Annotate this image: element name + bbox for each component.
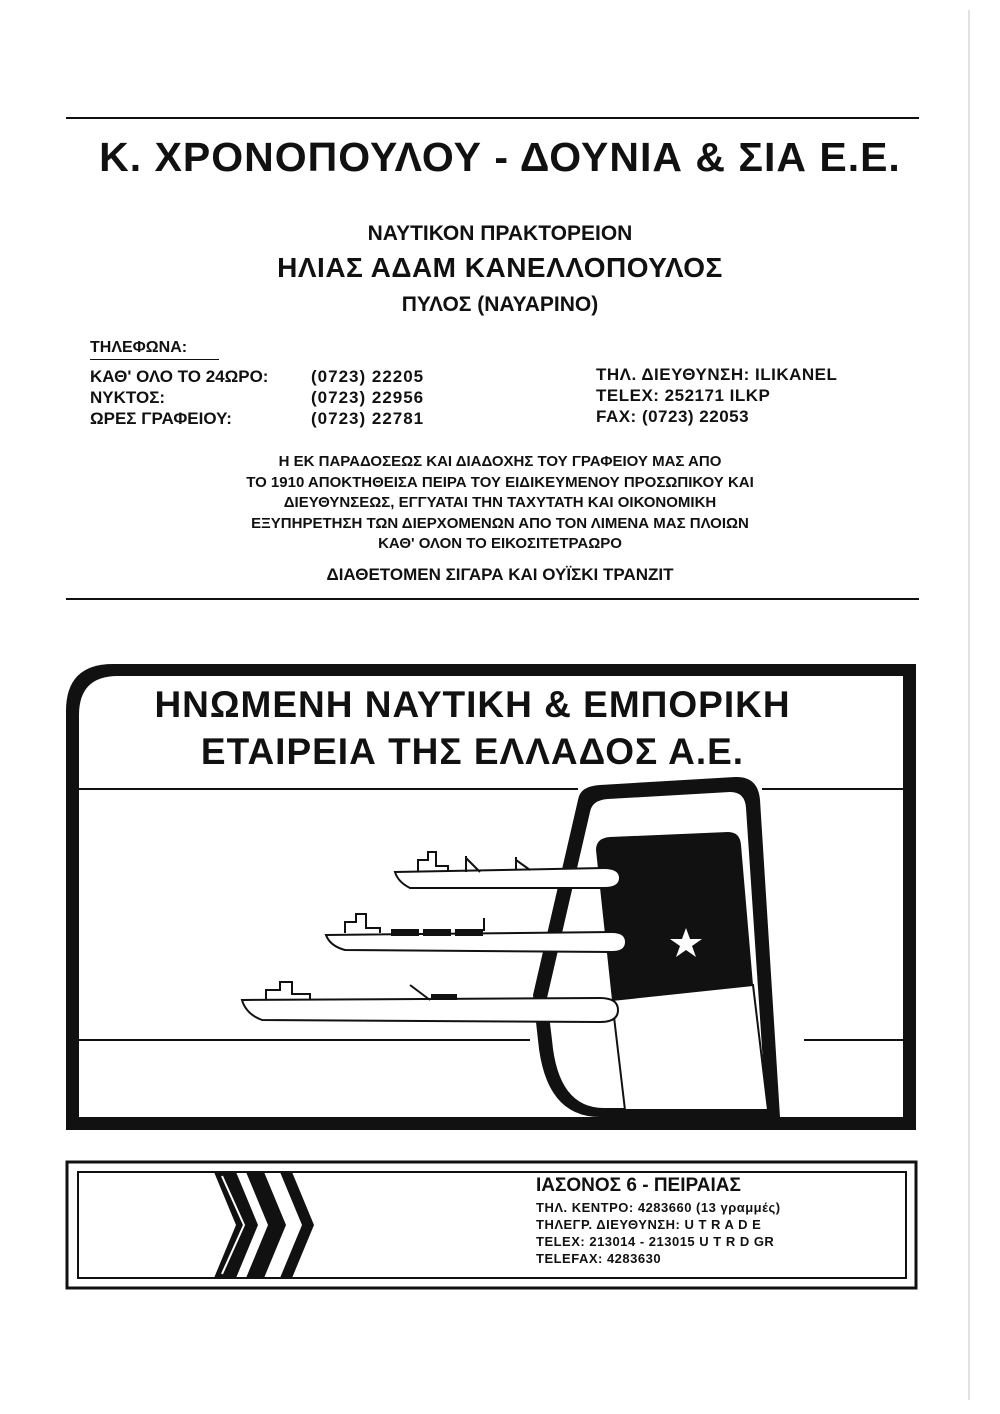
phone-label: ΚΑΘ' ΟΛΟ ΤΟ 24ΩΡΟ:: [90, 367, 269, 386]
phone-label: ΝΥΚΤΟΣ:: [90, 388, 166, 407]
phone-number: (0723) 22956: [311, 388, 425, 407]
ad2-title-line2: ΕΤΑΙΡΕΙΑ ΤΗΣ ΕΛΛΑΔΟΣ Α.Ε.: [200, 731, 745, 772]
address-title: ΙΑΣΟΝΟΣ 6 - ΠΕΙΡΑΙΑΣ: [536, 1175, 741, 1196]
address-lines: [536, 1199, 781, 1267]
fax-number: FAX: (0723) 22053: [596, 407, 750, 426]
phone-label: ΩΡΕΣ ΓΡΑΦΕΙΟΥ:: [90, 409, 232, 428]
transit-offer: ΔΙΑΘΕΤΟΜΕΝ ΣΙΓΑΡΑ ΚΑΙ ΟΥΪΣΚΙ ΤΡΑΝΖΙΤ: [326, 565, 674, 584]
funnel-base: [612, 985, 768, 1110]
telegraph-address: ΤΗΛ. ΔΙΕΥΘΥΝΣΗ: ILIKANEL: [596, 365, 838, 384]
address-box-inner: [78, 1172, 906, 1278]
description-line: ΕΞΥΠΗΡΕΤΗΣΗ ΤΩΝ ΔΙΕΡΧΟΜΕΝΩΝ ΑΠΟ ΤΟΝ ΛΙΜΕΝΑ ΜΑΣ ΠΛΟΙΩΝ: [251, 514, 749, 532]
phones-heading: ΤΗΛΕΦΩΝΑ:: [90, 339, 188, 356]
description-line: ΤΟ 1910 ΑΠΟΚΤΗΘΕΙΣΑ ΠΕΙΡΑ ΤΟΥ ΕΙΔΙΚΕΥΜΕΝΟΥ ΠΡΟΣΩΠΙΚΟΥ ΚΑΙ: [246, 473, 754, 491]
address-line: ΤΗΛ. ΚΕΝΤΡΟ: 4283660 (13 γραμμές): [536, 1200, 781, 1215]
funnel-inner: [596, 832, 753, 1000]
ad2-title-line1: ΗΝΩΜΕΝΗ ΝΑΥΤΙΚΗ & ΕΜΠΟΡΙΚΗ: [154, 684, 791, 725]
address-box: [67, 1162, 916, 1288]
description-line: ΚΑΘ' ΟΛΟΝ ΤΟ ΕΙΚΟΣΙΤΕΤΡΑΩΡΟ: [378, 535, 622, 552]
address-line: ΤΗΛΕΓΡ. ΔΙΕΥΘΥΝΣΗ: U T R A D E: [536, 1217, 762, 1232]
phone-number: (0723) 22205: [311, 367, 425, 386]
telex-number: TELEX: 252171 ILKP: [596, 386, 771, 405]
description-line: Η ΕΚ ΠΑΡΑΔΟΣΕΩΣ ΚΑΙ ΔΙΑΔΟΧΗΣ ΤΟΥ ΓΡΑΦΕΙΟΥ ΜΑΣ ΑΠΟ: [278, 453, 722, 470]
agency-location: ΠΥΛΟΣ (ΝΑΥΑΡΙΝΟ): [401, 293, 599, 316]
agency-name: ΗΛΙΑΣ ΑΔΑΜ ΚΑΝΕΛΛΟΠΟΥΛΟΣ: [277, 252, 723, 283]
agency-type: ΝΑΥΤΙΚΟΝ ΠΡΑΚΤΟΡΕΙΟΝ: [367, 222, 633, 245]
company-title: Κ. ΧΡΟΝΟΠΟΥΛΟΥ - ΔΟΥΝΙΑ & ΣΙΑ Ε.Ε.: [99, 134, 901, 180]
chevron-icon: [214, 1172, 314, 1278]
address-line: TELEFAX: 4283630: [536, 1251, 662, 1266]
description-line: ΔΙΕΥΘΥΝΣΕΩΣ, ΕΓΓΥΑΤΑΙ ΤΗΝ ΤΑΧΥΤΑΤΗ ΚΑΙ ΟΙΚΟΝΟΜΙΚΗ: [283, 494, 717, 511]
address-line: TELEX: 213014 - 213015 U T R D GR: [536, 1234, 775, 1249]
phone-number: (0723) 22781: [311, 409, 425, 428]
